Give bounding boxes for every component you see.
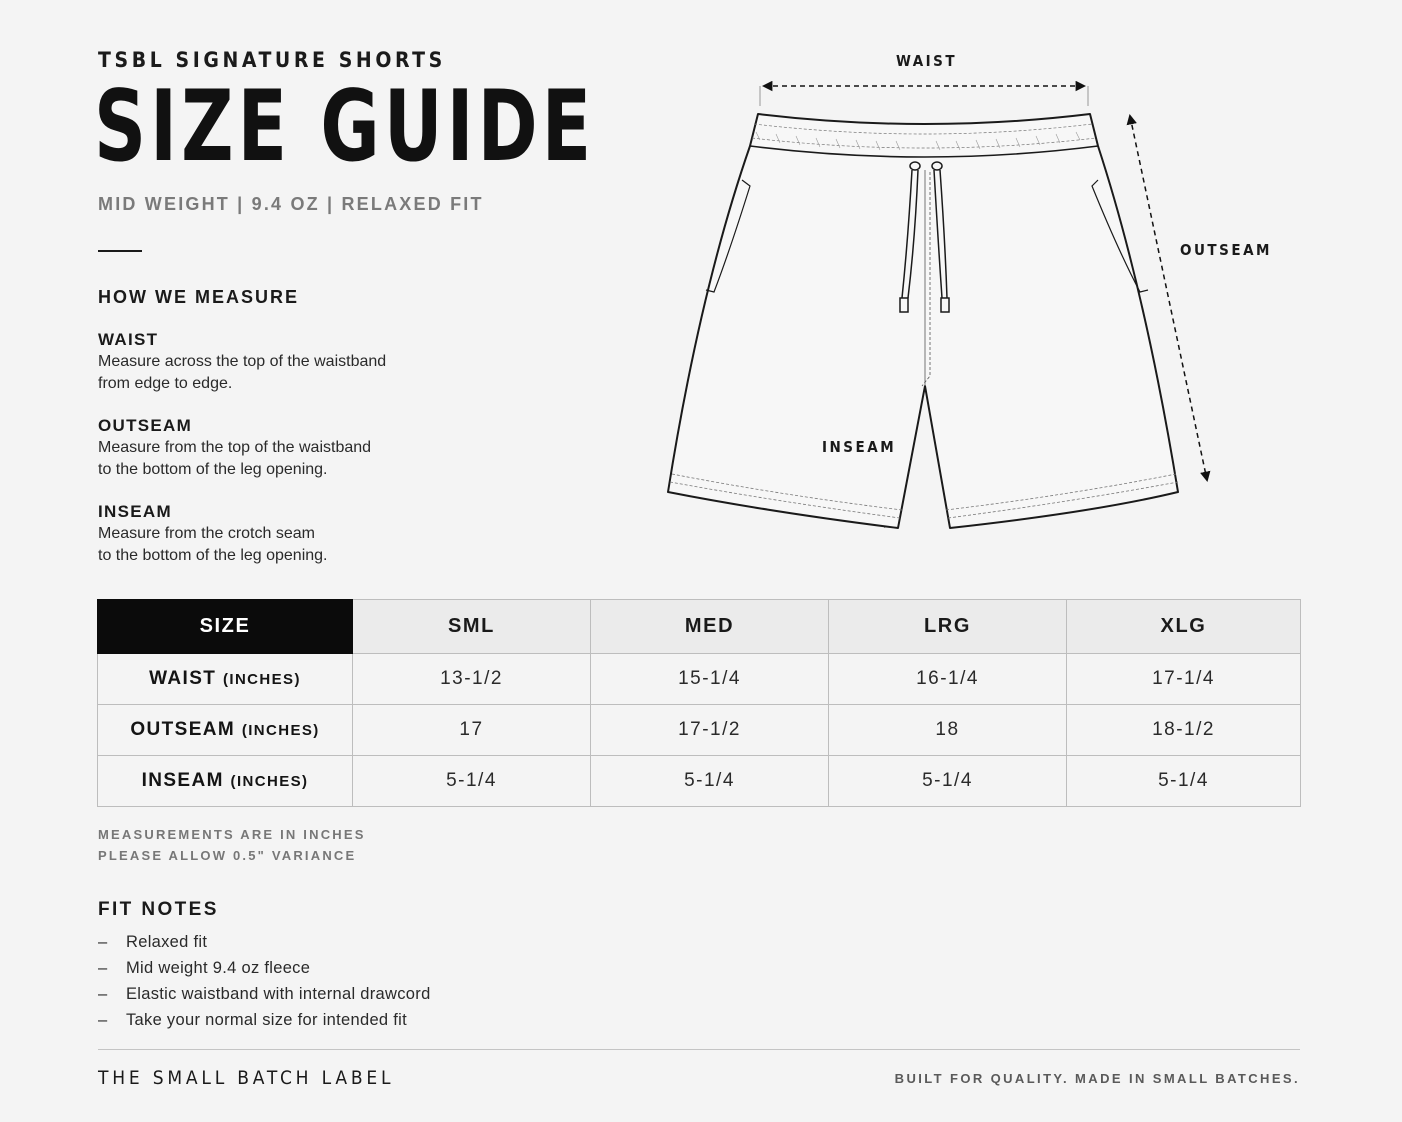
size-header-med: MED (591, 600, 829, 654)
row-header (98, 705, 353, 756)
measure-description (98, 523, 458, 567)
shorts-outline (668, 114, 1178, 528)
list-item-text: Take your normal size for intended fit (126, 1011, 408, 1029)
table-cell: 5-1/4 (591, 756, 829, 807)
measure-description-line: to the bottom of the leg opening. (98, 547, 328, 564)
measure-inseam (98, 502, 458, 567)
size-table (97, 599, 1301, 807)
measure-title: OUTSEAM (98, 416, 193, 435)
measure-description (98, 437, 458, 481)
row-label: INSEAM (141, 770, 224, 791)
table-cell: 18 (829, 705, 1067, 756)
size-column-header: SIZE (98, 600, 353, 654)
table-cell: 13-1/2 (353, 654, 591, 705)
brand-tagline: BUILT FOR QUALITY. MADE IN SMALL BATCHES. (894, 1071, 1300, 1086)
measure-outseam (98, 416, 458, 481)
list-item: – Mid weight 9.4 oz fleece (98, 959, 311, 977)
table-cell: 17-1/2 (591, 705, 829, 756)
list-item: – Relaxed fit (98, 933, 208, 951)
size-header-sml: SML (353, 600, 591, 654)
note-line: MEASUREMENTS ARE IN INCHES (98, 827, 366, 842)
row-unit: (INCHES) (241, 722, 320, 739)
how-we-measure-heading: HOW WE MEASURE (98, 287, 299, 307)
measurement-notes (98, 824, 366, 866)
row-label: OUTSEAM (130, 719, 236, 740)
measure-description-line: Measure from the crotch seam (98, 525, 315, 542)
list-item: – Elastic waistband with internal drawcord (98, 985, 431, 1003)
table-cell: 18-1/2 (1067, 705, 1301, 756)
row-label: WAIST (149, 668, 217, 689)
section-divider (98, 250, 142, 252)
row-header (98, 654, 353, 705)
measure-waist (98, 330, 458, 395)
table-row-outseam (98, 705, 1301, 756)
outseam-label: OUTSEAM (1180, 241, 1272, 259)
list-item-text: Relaxed fit (126, 933, 208, 951)
product-subtitle: MID WEIGHT | 9.4 OZ | RELAXED FIT (98, 194, 484, 214)
table-row-waist (98, 654, 1301, 705)
list-item-text: Elastic waistband with internal drawcord (126, 985, 431, 1003)
measure-description-line: Measure across the top of the waistband (98, 353, 387, 370)
list-item-text: Mid weight 9.4 oz fleece (126, 959, 311, 977)
table-cell: 5-1/4 (1067, 756, 1301, 807)
measure-title: WAIST (98, 330, 159, 349)
size-header-xlg: XLG (1067, 600, 1301, 654)
shorts-diagram (640, 40, 1300, 560)
measure-title: INSEAM (98, 502, 172, 521)
table-header-row (98, 600, 1301, 654)
measure-description-line: Measure from the top of the waistband (98, 439, 372, 456)
row-unit: (INCHES) (222, 671, 301, 688)
table-cell: 5-1/4 (829, 756, 1067, 807)
table-row-inseam (98, 756, 1301, 807)
footer-divider (98, 1049, 1300, 1050)
page-title: SIZE GUIDE (94, 70, 596, 184)
product-eyebrow: TSBL SIGNATURE SHORTS (98, 48, 446, 72)
table-cell: 17-1/4 (1067, 654, 1301, 705)
table-cell: 17 (353, 705, 591, 756)
row-header (98, 756, 353, 807)
measure-description-line: from edge to edge. (98, 375, 233, 392)
row-unit: (INCHES) (230, 773, 309, 790)
size-header-lrg: LRG (829, 600, 1067, 654)
waist-label: WAIST (896, 52, 958, 70)
table-cell: 16-1/4 (829, 654, 1067, 705)
measure-description-line: to the bottom of the leg opening. (98, 461, 328, 478)
note-line: PLEASE ALLOW 0.5" VARIANCE (98, 848, 357, 863)
brand-name: THE SMALL BATCH LABEL (98, 1067, 395, 1089)
table-cell: 15-1/4 (591, 654, 829, 705)
shorts-illustration (640, 40, 1300, 560)
table-cell: 5-1/4 (353, 756, 591, 807)
list-item: – Take your normal size for intended fit (98, 1011, 408, 1029)
fit-notes-list (98, 929, 431, 1033)
inseam-label: INSEAM (822, 438, 897, 456)
waist-arrow (760, 86, 1088, 106)
fit-notes-heading: FIT NOTES (98, 899, 219, 920)
measure-description (98, 351, 458, 395)
